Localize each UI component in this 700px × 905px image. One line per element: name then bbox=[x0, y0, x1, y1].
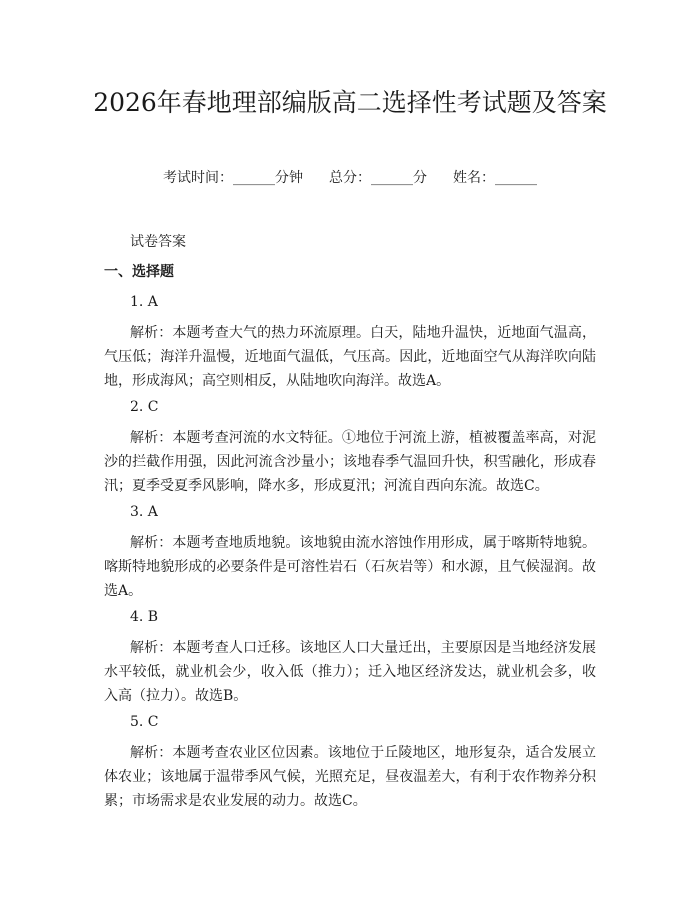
answer-explanation: 解析：本题考查河流的水文特征。①地位于河流上游，植被覆盖率高，对泥沙的拦截作用强，因此河流含沙量小；该地春季气温回升快，积雪融化，形成春汛；夏季受夏季风影响，降水多，形成夏汛；河流自西向东流。故选C。 bbox=[104, 430, 596, 494]
exam-time: 考试时间：______分钟 bbox=[163, 170, 303, 186]
answer-explanation: 解析：本题考查农业区位因素。该地位于丘陵地区，地形复杂，适合发展立体农业；该地属于温带季风气候，光照充足，昼夜温差大，有利于农作物养分积累；市场需求是农业发展的动力。故选C。 bbox=[104, 745, 596, 809]
answer-explanation: 解析：本题考查大气的热力环流原理。白天，陆地升温快，近地面气温高，气压低；海洋升温慢，近地面气温低，气压高。因此，近地面空气从海洋吹向陆地，形成海风；高空则相反，从陆地吹向海洋。故选A。 bbox=[104, 325, 596, 389]
document-title: 2026年春地理部编版高二选择性考试题及答案 bbox=[93, 88, 607, 117]
section-heading: 一、选择题 bbox=[104, 264, 174, 280]
question-number: 4. B bbox=[130, 609, 159, 625]
answer-heading: 试卷答案 bbox=[130, 234, 186, 250]
question-number: 5. C bbox=[130, 714, 159, 730]
total-score: 总分：______分 bbox=[329, 170, 427, 186]
answer-explanation: 解析：本题考查人口迁移。该地区人口大量迁出，主要原因是当地经济发展水平较低，就业机会少，收入低（推力）；迁入地区经济发达，就业机会多，收入高（拉力）。故选B。 bbox=[104, 640, 596, 704]
question-number: 2. C bbox=[130, 399, 159, 415]
question-number: 1. A bbox=[130, 294, 158, 310]
answer-explanation: 解析：本题考查地质地貌。该地貌由流水溶蚀作用形成，属于喀斯特地貌。喀斯特地貌形成的必要条件是可溶性岩石（石灰岩等）和水源，且气候湿润。故选A。 bbox=[104, 535, 596, 599]
exam-meta bbox=[0, 168, 700, 188]
question-number: 3. A bbox=[130, 504, 158, 520]
student-name: 姓名：______ bbox=[453, 170, 537, 186]
